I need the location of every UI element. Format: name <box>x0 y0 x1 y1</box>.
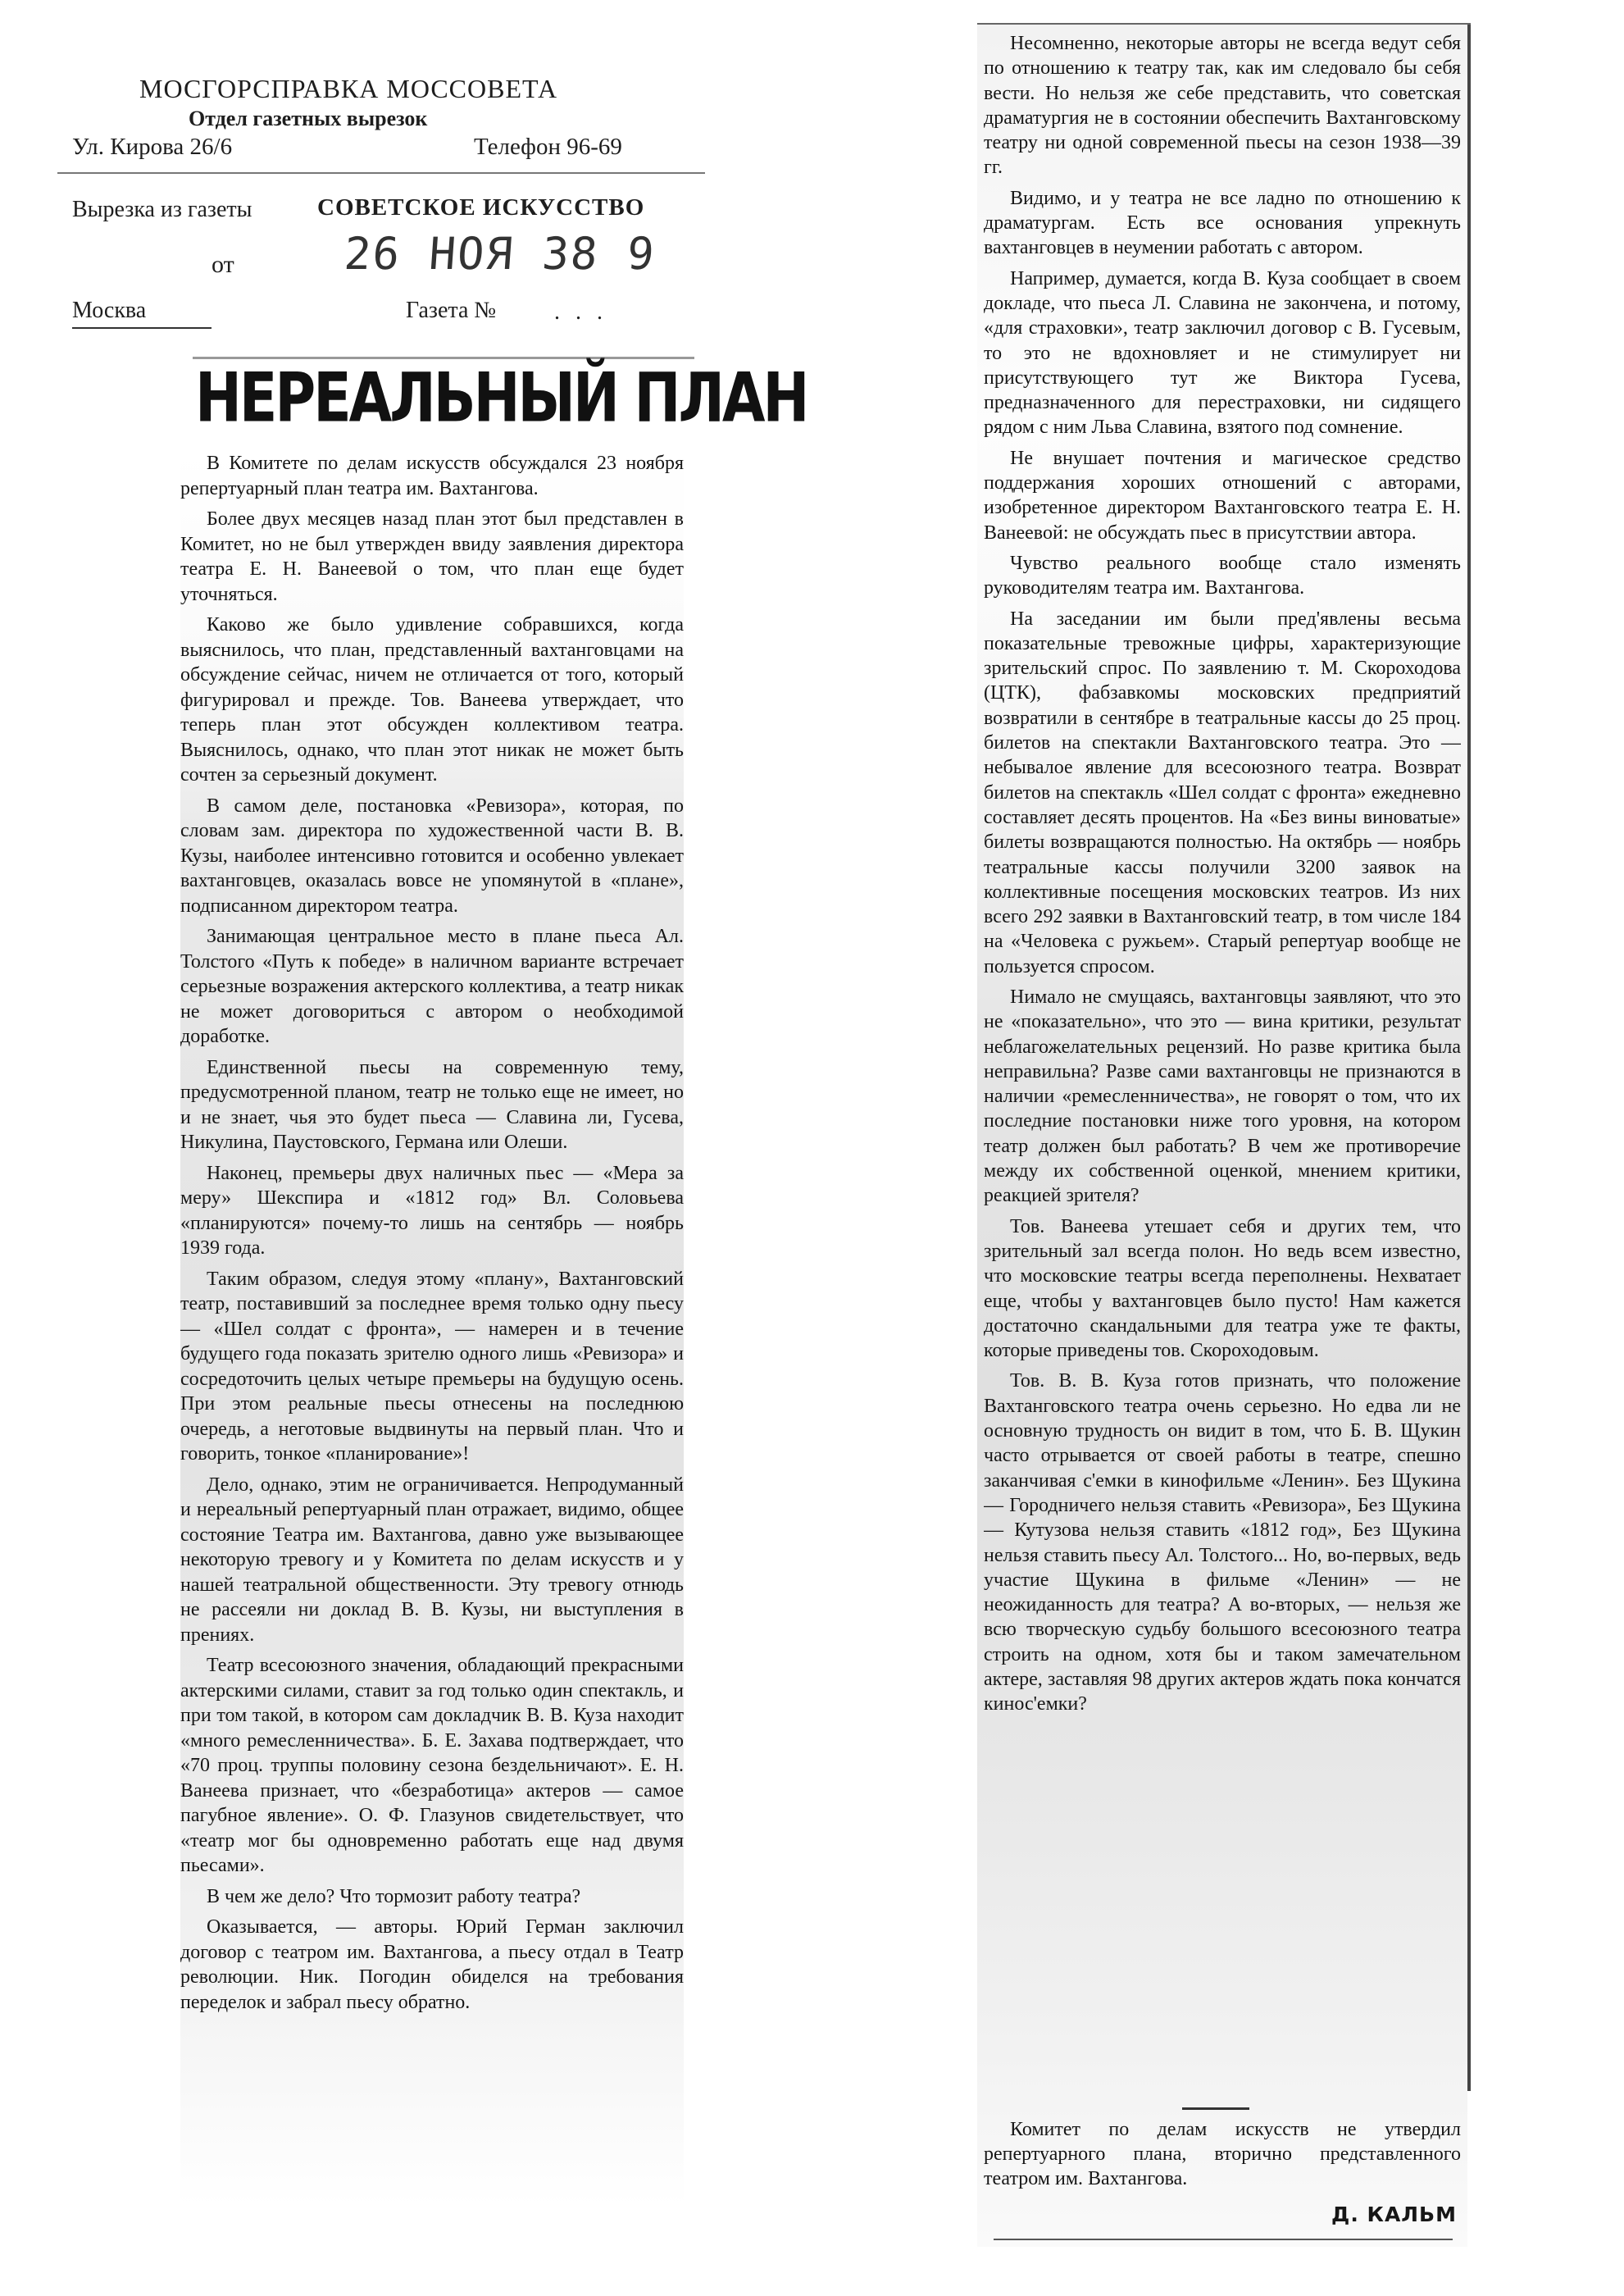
paragraph: Несомненно, некоторые авторы не всегда ведут себя по отношению к театру так, как им следовало бы себя вести. Но нельзя же себе представить, что советская драматургия не в состоянии обеспечить Вахтанговскому театру ни одной современной пьесы на сезон 1938—39 гг. <box>984 33 1461 179</box>
paragraph: Не внушает почтения и магическое средство поддержания хороших отношений с авторами, изобретенное директором Вахтанговского театра Е. Н. Ванеевой: не обсуждать пьес в присутствии автора. <box>984 447 1461 544</box>
paragraph: Каково же было удивление собравшихся, когда выяснилось, что план, представленный вахтанговцами на обсуждение сейчас, ничем не отличается от того, который фигурировал и прежде. Тов. Ванеева утверждает, что теперь план этот обсужден коллективом театра. Выяснилось, однако, что план этот никак не может быть сочтен за серьезный документ. <box>180 614 684 786</box>
date-stamp: 26 НОЯ 38 9 <box>342 228 657 280</box>
paragraph: Тов. В. В. Куза готов признать, что положение Вахтанговского театра очень серьезно. Но едва ли не основную трудность он видит в том, что Б. В. Щукин часто отрывается от своей работы в театре, спешно заканчивая с'емки в кинофильме «Ленин». Без Щукина — Городничего нельзя ставить «Ревизора», Без Щукина — Кутузова нельзя ставить «1812 год», Без Щукина нельзя ставить пьесу Ал. Толстого... Но, во-первых, ведь участие Щукина в фильме «Ленин» — не неожиданность для театра? А во-вторых, — нельзя же всю творческую судьбу большого всесоюзного театра строить на одном, хотя бы и таком замечательном актере, заставляя 98 других актеров ждать пока кончатся кинос'емки? <box>984 1370 1461 1715</box>
bureau-address: Ул. Кирова 26/6 <box>72 134 233 160</box>
department-name: Отдел газетных вырезок <box>189 107 428 130</box>
date-label: от <box>212 251 234 278</box>
paragraph: Чувство реального вообще стало изменять руководителям театра им. Вахтангова. <box>984 552 1461 599</box>
paragraph: Таким образом, следуя этому «плану», Вахтанговский театр, поставивший за последнее время только одну пьесу — «Шел солдат с фронта», — намерен и в течение будущего года показать зрителю одного лишь «Ревизора» и сосредоточить целых четыре премьеры на будущую осень. При этом реальные пьесы отнесены на последнюю очередь, а неготовые выдвинуты на первый план. Что и говорить, тонкое «планирование»! <box>180 1268 684 1465</box>
author-signature: Д. КАЛЬМ <box>1331 2203 1457 2226</box>
paragraph: Наконец, премьеры двух наличных пьес — «Мера за меру» Шекспира и «1812 год» Вл. Соловьева «планируются» почему-то лишь на сентябрь — ноябрь 1939 года. <box>180 1162 684 1259</box>
paragraph: Тов. Ванеева утешает себя и других тем, что зрительный зал всегда полон. Но ведь всем известно, что московские театры всегда переполнены. Нехватает еще, чтобы у вахтанговцев было пусто! Нам кажется достаточно скандальными для театра уже те факты, которые приведены тов. Скороходовым. <box>984 1215 1461 1362</box>
city-underline <box>72 327 212 329</box>
paragraph: Видимо, и у театра не все ладно по отношению к драматургам. Есть все основания упрекнуть вахтанговцев в неумении работать с автором. <box>984 187 1461 259</box>
separator-rule <box>1182 2107 1249 2110</box>
paragraph: Занимающая центральное место в плане пьеса Ал. Толстого «Путь к победе» в наличном варианте встречает серьезные возражения актерского коллектива, а театр никак не может договориться с автором о необходимой доработке. <box>180 926 684 1047</box>
conclusion-paragraph: Комитет по делам искусств не утвердил репертуарного плана, вторично представленного театром им. Вахтангова. <box>984 2119 1461 2189</box>
paragraph: Дело, однако, этим не ограничивается. Непродуманный и нереальный репертуарный план отражает, видимо, общее состояние Театра им. Вахтангова, давно уже вызывающее некоторую тревогу и у Комитета по делам искусств и у нашей театральной общественности. Эту тревогу отнюдь не рассеяли ни доклад В. В. Кузы, ни выступления в прениях. <box>180 1474 684 1646</box>
gazeta-number-value: . . . <box>554 299 607 325</box>
paragraph: Оказывается, — авторы. Юрий Герман заключил договор с театром им. Вахтангова, а пьесу отдал в Театр революции. Ник. Погодин обиделся на требования переделок и забрал пьесу обратно. <box>180 1916 684 2013</box>
paragraph: Например, думается, когда В. Куза сообщает в своем докладе, что пьеса Л. Славина не закончена, и потому, «для страховки», театр заключил договор с В. Гусевым, то это не вдохновляет и не стимулирует ни присутствующего тут же Виктора Гусева, предназначенного для перестраховки, ни сидящего рядом с ним Льва Славина, взятого под сомнение. <box>984 267 1461 439</box>
paragraph: Театр всесоюзного значения, обладающий прекрасными актерскими силами, ставит за год только один спектакль, и при том такой, в котором сам докладчик В. В. Куза находит «много ремесленничества». Б. Е. Захава подтверждает, что «70 проц. труппы половину сезона бездельничают». Е. Н. Ванеева признает, что «безработица» актеров — самое пагубное явление». О. Ф. Глазунов свидетельствует, что «театр мог бы одновременно работать еще над двумя пьесами». <box>180 1655 684 1876</box>
paragraph: Более двух месяцев назад план этот был представлен в Комитет, но не был утвержден ввиду заявления директора театра Е. Н. Ванеевой о том, что план еще будет уточняться. <box>180 508 684 605</box>
paragraph: Единственной пьесы на современную тему, предусмотренной планом, театр не только еще не имеет, но и не знает, чья это будет пьеса — Славина ли, Гусева, Никулина, Паустовского, Германа или Олеши. <box>180 1056 684 1153</box>
bottom-rule <box>994 2239 1453 2240</box>
bureau-phone: Телефон 96-69 <box>474 134 622 160</box>
right-column <box>984 31 1461 2098</box>
clipping-right-edge <box>1467 25 1471 2091</box>
gazeta-number-label: Газета № <box>406 298 497 323</box>
city-label: Москва <box>72 298 147 323</box>
paragraph: В самом деле, постановка «Ревизора», которая, по словам зам. директора по художественной части В. В. Кузы, наиболее интенсивно готовится и особенно увлекает вахтанговцев, оказалась вовсе не упомянутой в «плане», подписанном директором театра. <box>180 795 684 917</box>
bureau-name: МОСГОРСПРАВКА МОССОВЕТА <box>139 74 558 103</box>
right-clipping <box>977 25 1467 2247</box>
article-title: НЕРЕАЛЬНЫЙ ПЛАН <box>195 359 807 439</box>
left-column <box>180 451 684 2206</box>
header-rule <box>57 172 705 174</box>
clipping-from-label: Вырезка из газеты <box>72 197 252 222</box>
paragraph: Нимало не смущаясь, вахтанговцы заявляют, что это не «показательно», что это — вина критики, результат неблагожелательных рецензий. Но разве критика была неправильна? Разве сами вахтанговцы не признаются в наличии «ремесленничества», не говорят о том, что их последние постановки ниже того уровня, на котором театр должен был работать? В чем же противоречие между их собственной оценкой, мнением критики, реакцией зрителя? <box>984 986 1461 1207</box>
paragraph: На заседании им были пред'явлены весьма показательные тревожные цифры, характеризующие зрительский спрос. По заявлению т. М. Скороходова (ЦТК), фабзавкомы московских предприятий возвратили в сентябре в театральные кассы до 25 проц. билетов на спектакли Вахтанговского театра. Это — небывалое явление для всесоюзного театра. Возврат билетов на спектакль «Шел солдат с фронта» ежедневно составляет десять процентов. На «Без вины виноватые» билеты возвращаются полностью. На октябрь — ноябрь театральные кассы получили 3200 заявок на коллективные посещения московских театров. Из них всего 292 заявки в Вахтанговский театр, в том числе 184 на «Человека с ружьем». Старый репертуар вообще не пользуется спросом. <box>984 608 1461 977</box>
paragraph: В Комитете по делам искусств обсуждался 23 ноября репертуарный план театра им. Вахтангова. <box>180 453 684 499</box>
paragraph: В чем же дело? Что тормозит работу театра? <box>207 1885 581 1907</box>
left-clipping <box>57 49 807 2214</box>
newspaper-name: СОВЕТСКОЕ ИСКУССТВО <box>317 194 645 221</box>
